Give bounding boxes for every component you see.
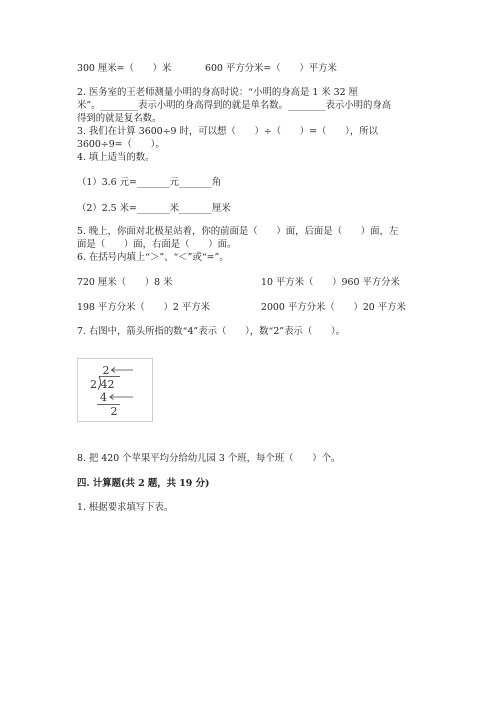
long-division-figure	[77, 358, 153, 422]
dividend: 42	[100, 378, 115, 391]
q2-text-line3: 得到的就是复名数。	[77, 113, 162, 124]
q3-text-line2: 3600÷9=（ ）。	[77, 139, 165, 150]
q1-line-2-right: 600 平方分米=（ ）平方米	[205, 63, 337, 74]
q3-text-line1: 3. 我们在计算 3600÷9 时，可以想（ ）÷（ ）=（ ），所以	[77, 126, 378, 137]
q6-row1-left: 720 厘米（ ）8 米	[77, 277, 173, 288]
q6-row2-right: 2000 平方分米（ ）20 平方米	[261, 302, 406, 313]
q6-row1-right: 10 平方米（ ）960 平方分米	[261, 277, 400, 288]
product-digit: 4	[100, 391, 107, 404]
remainder-digit: 2	[110, 405, 118, 418]
q4-item-2: （2）2.5 米=_______米_______厘米	[77, 203, 231, 214]
q4-item-1: （1）3.6 元=_______元_______角	[77, 177, 222, 188]
q4-title: 4. 填上适当的数。	[77, 152, 155, 163]
calc-question-1: 1. 根据要求填写下表。	[77, 502, 174, 513]
q1-line-2-left: 300 厘米=（ ）米	[77, 63, 172, 74]
q8-text: 8. 把 420 个苹果平均分给幼儿园 3 个班，每个班（ ）个。	[77, 453, 341, 464]
section-4-heading: 四. 计算题(共 2 题，共 19 分)	[77, 478, 210, 489]
long-division-diagram	[78, 359, 154, 423]
q2-text-line1: 2. 医务室的王老师测量小明的身高时说：“小明的身高是 1 米 32 厘	[77, 87, 358, 98]
quotient-digit: 2	[102, 364, 110, 377]
q2-text-line2: 米”。________表示小明的身高得到的就是单名数。________表示小明的身高	[77, 100, 392, 111]
q5-text-line2: 面是（ ）面，右面是（ ）面。	[77, 239, 237, 250]
q5-text-line1: 5. 晚上，你面对北极星站着，你的前面是（ ）面，后面是（ ）面，左	[77, 226, 399, 237]
divisor: 2	[90, 378, 97, 391]
q6-row2-left: 198 平方分米（ ）2 平方米	[77, 302, 210, 313]
q7-text: 7. 右图中，箭头所指的数“4”表示（ ），数“2”表示（ ）。	[77, 326, 346, 337]
q6-title: 6. 在括号内填上“＞”、“＜”或“=”。	[77, 252, 229, 263]
